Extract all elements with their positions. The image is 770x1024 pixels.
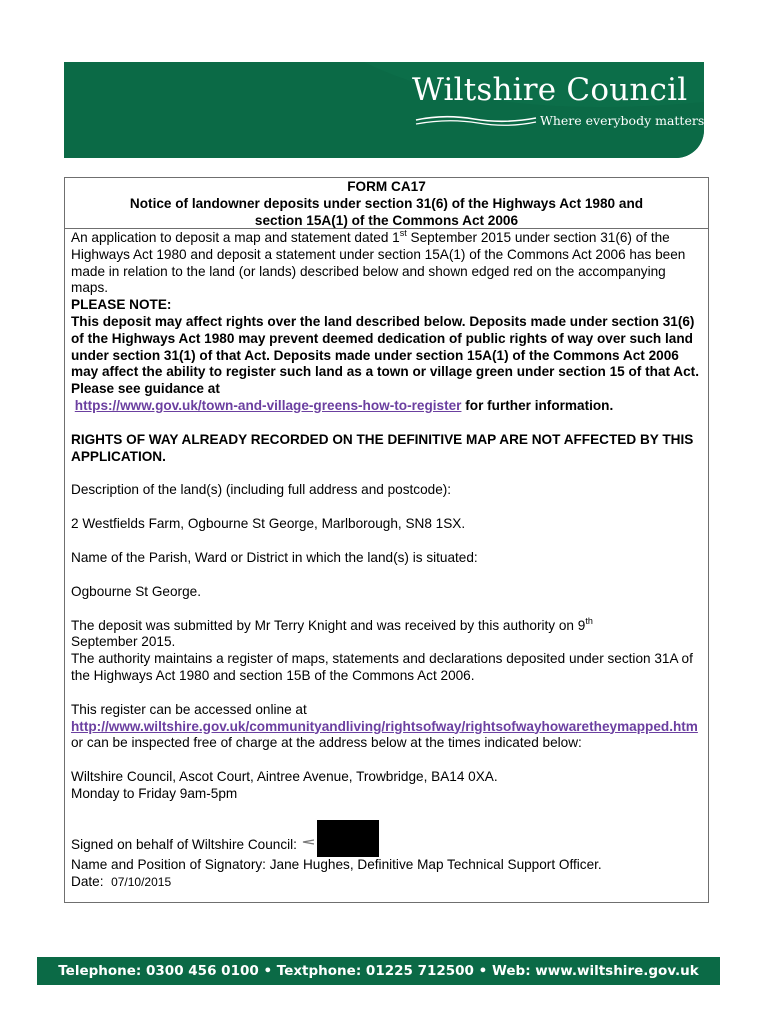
rights-notice: RIGHTS OF WAY ALREADY RECORDED ON THE DEFINITIVE MAP ARE NOT AFFECTED BY THIS APPLICATION. [71,431,694,464]
signatory-line: Name and Position of Signatory: Jane Hughes, Definitive Map Technical Support Officer. [71,856,602,872]
access-label: This register can be accessed online at [71,701,307,717]
date-line: Date: 07/10/2015 [71,873,172,889]
redacted-signature [317,820,379,857]
land-description-label: Description of the land(s) (including full address and postcode): [71,482,452,498]
opening-hours: Monday to Friday 9am-5pm [71,785,238,801]
form-subtitle-line1: Notice of landowner deposits under section 31(6) of the Highways Act 1980 and [129,196,644,211]
form-subtitle-line2: section 15A(1) of the Commons Act 2006 [254,213,519,228]
signature-line: Signed on behalf of Wiltshire Council: [71,820,702,857]
council-logo-name: Wiltshire Council [412,72,688,108]
date-value: 07/10/2015 [111,874,172,889]
guidance-link[interactable]: https://www.gov.uk/town-and-village-greens-how-to-register [74,397,462,413]
form-body [65,229,708,890]
note-paragraph: This deposit may affect rights over the land described below. Deposits made under section 31(6) of the Highways Act 1980 may prevent deemed dedication of public rights of way over such land under section 31(1) of that Act. Deposits made under section 15A(1) of the Commons Act 2006 may affect the ability to register such land as a town or village green under section 15 of that Act. Please see guidance at https://www.gov.uk/town-and-village-greens-how-to-register for further information. [71,313,699,413]
submitted-paragraph: The deposit was submitted by Mr Terry Knight and was received by this authority on 9th September 2015. [71,615,593,650]
logo-swoosh-icon [414,114,538,128]
signature-mark-icon [301,838,315,846]
please-note-heading: PLEASE NOTE: [71,297,172,313]
council-tagline: Where everybody matters [540,113,705,128]
intro-paragraph: An application to deposit a map and statement dated 1st September 2015 under section 31(6) of the Highways Act 1980 and deposit a statement under section 15A(1) of the Commons Act 2006 has been made in relation to the land (or lands) described below and shown edged red on the accompanying maps. [71,228,686,296]
land-description-value: 2 Westfields Farm, Ogbourne St George, Marlborough, SN8 1SX. [71,516,466,532]
council-address: Wiltshire Council, Ascot Court, Aintree Avenue, Trowbridge, BA14 0XA. [71,769,498,785]
form-header [65,178,708,229]
register-paragraph: The authority maintains a register of maps, statements and declarations deposited under section 31A of the Highways Act 1980 and section 15B of the Commons Act 2006. [71,651,693,683]
parish-value: Ogbourne St George. [71,583,201,599]
parish-label: Name of the Parish, Ward or District in which the land(s) is situated: [71,549,478,565]
access-paragraph: http://www.wiltshire.gov.uk/communityandliving/rightsofway/rightsofwayhowaretheymapped.htm or can be inspected free of charge at the address below at the times indicated below: [71,718,698,751]
register-link[interactable]: http://www.wiltshire.gov.uk/communityandliving/rightsofway/rightsofwayhowaretheymapped.htm [71,718,698,734]
contact-footer: Telephone: 0300 456 0100 • Textphone: 01225 712500 • Web: www.wiltshire.gov.uk [37,957,720,985]
form-title: FORM CA17 [347,179,426,194]
form-ca17-box [64,177,709,903]
